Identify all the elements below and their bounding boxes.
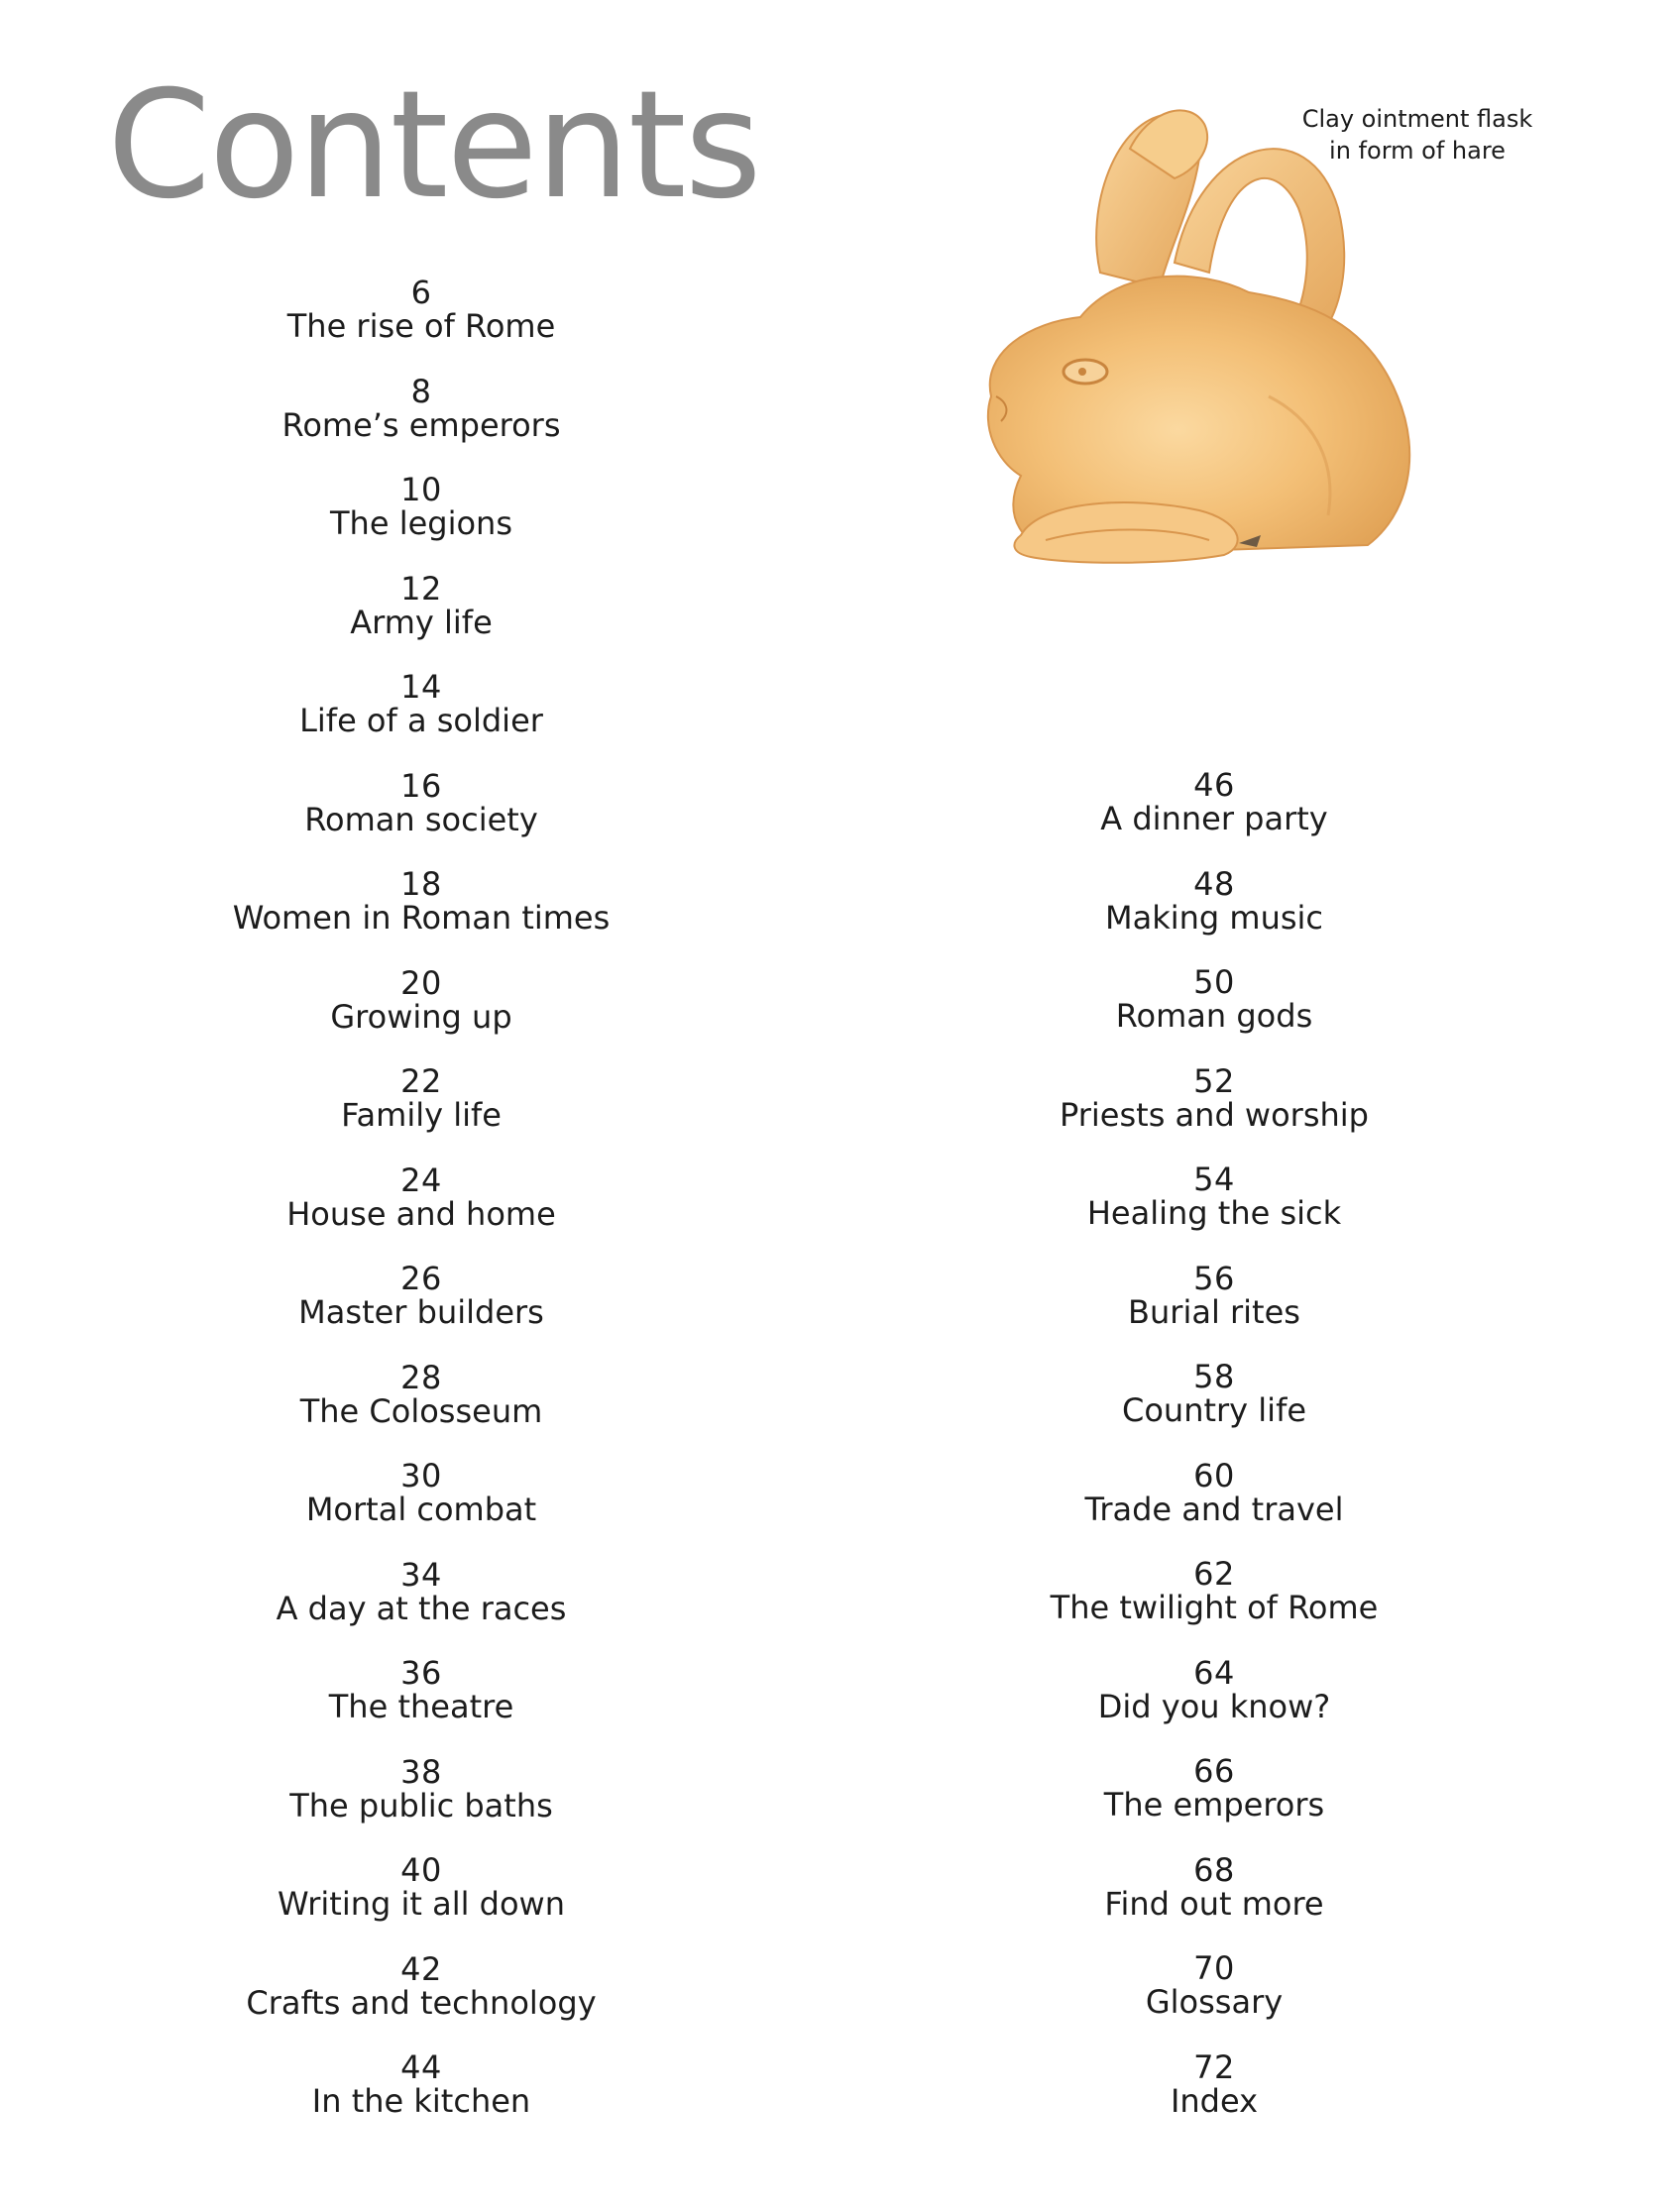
toc-entry: [922, 1653, 1507, 1755]
toc-entry: [922, 1360, 1507, 1459]
toc-entry: [129, 867, 714, 966]
toc-page-number: 38: [400, 1752, 442, 1791]
toc-chapter-title: A day at the races: [276, 1589, 567, 1627]
toc-entry: [129, 1555, 714, 1657]
toc-page-number: 22: [400, 1062, 442, 1100]
toc-entry: [129, 1163, 714, 1263]
toc-chapter-title: Family life: [341, 1096, 502, 1134]
toc-entry: [922, 1162, 1507, 1262]
toc-entry: [922, 864, 1507, 966]
toc-entry: [129, 1459, 714, 1558]
toc-entry: [129, 1853, 714, 1952]
toc-page-number: 62: [1193, 1555, 1235, 1593]
toc-entry: [129, 473, 714, 572]
image-caption: Clay ointment flask in form of hare: [1301, 105, 1533, 165]
toc-page-number: 52: [1193, 1061, 1235, 1100]
toc-page-number: 20: [400, 963, 442, 1002]
toc-page-number: 70: [1193, 1949, 1235, 1987]
toc-entry: [922, 1850, 1507, 1952]
toc-entry: [922, 1557, 1507, 1656]
toc-chapter-title: Army life: [350, 603, 493, 641]
toc-page-number: 44: [400, 2048, 442, 2086]
toc-entry: [922, 1259, 1507, 1361]
toc-chapter-title: Roman gods: [1115, 997, 1313, 1035]
toc-page-number: 54: [1193, 1161, 1235, 1198]
toc-column-left: [129, 276, 714, 2150]
toc-page-number: 56: [1193, 1259, 1235, 1297]
toc-chapter-title: The theatre: [328, 1688, 514, 1725]
toc-page-number: 66: [1193, 1752, 1235, 1790]
toc-chapter-title: The twilight of Rome: [1050, 1589, 1379, 1626]
toc-chapter-title: The rise of Rome: [286, 307, 556, 345]
toc-chapter-title: Making music: [1104, 898, 1323, 937]
toc-chapter-title: Rome’s emperors: [281, 405, 561, 444]
toc-entry: [129, 1656, 714, 1755]
toc-page-number: 18: [400, 865, 442, 903]
toc-page-number: 58: [1193, 1358, 1235, 1395]
toc-chapter-title: The public baths: [289, 1786, 553, 1825]
toc-entry: [129, 276, 714, 375]
toc-entry: [129, 766, 714, 868]
toc-chapter-title: Find out more: [1104, 1884, 1324, 1923]
toc-page-number: 68: [1193, 1850, 1235, 1889]
toc-chapter-title: Country life: [1121, 1391, 1307, 1429]
toc-chapter-title: Mortal combat: [305, 1491, 537, 1528]
toc-chapter-title: A dinner party: [1100, 800, 1328, 837]
hare-flask-image: [872, 99, 1507, 664]
toc-chapter-title: Writing it all down: [278, 1885, 565, 1923]
toc-chapter-title: The Colosseum: [299, 1391, 543, 1430]
toc-chapter-title: Index: [1170, 2081, 1259, 2120]
toc-page-number: 28: [400, 1358, 442, 1396]
page-title: Contents: [107, 59, 760, 232]
toc-chapter-title: Priests and worship: [1060, 1095, 1369, 1134]
toc-page-number: 42: [400, 1949, 442, 1988]
toc-chapter-title: The emperors: [1103, 1786, 1325, 1824]
toc-page-number: 48: [1193, 864, 1235, 903]
toc-entry: [129, 1358, 714, 1460]
toc-chapter-title: Master builders: [298, 1293, 544, 1331]
toc-chapter-title: Trade and travel: [1084, 1490, 1344, 1528]
toc-page-number: 50: [1193, 963, 1235, 1001]
toc-chapter-title: Glossary: [1145, 1983, 1284, 2021]
toc-page-number: 8: [410, 372, 432, 410]
toc-page-number: 34: [400, 1555, 442, 1594]
toc-entry: [922, 965, 1507, 1064]
toc-page-number: 26: [400, 1260, 442, 1297]
toc-entry: [922, 1456, 1507, 1558]
toc-entry: [922, 1061, 1507, 1163]
hare-flask-illustration: [872, 99, 1507, 664]
toc-chapter-title: House and home: [286, 1194, 556, 1233]
toc-entry: [129, 1752, 714, 1854]
toc-page-number: 14: [400, 668, 442, 706]
toc-page-number: 12: [400, 569, 442, 608]
toc-page-number: 40: [400, 1851, 442, 1889]
toc-chapter-title: Life of a soldier: [299, 702, 543, 739]
toc-entry: [129, 670, 714, 769]
toc-entry: [922, 1951, 1507, 2050]
toc-chapter-title: In the kitchen: [311, 2082, 531, 2120]
toc-column-right: [922, 768, 1507, 2149]
toc-page-number: 16: [400, 766, 442, 805]
toc-page-number: 72: [1193, 2047, 1235, 2086]
toc-page-number: 10: [400, 471, 442, 508]
toc-chapter-title: Did you know?: [1097, 1687, 1331, 1725]
toc-page-number: 64: [1193, 1653, 1235, 1692]
toc-entry: [922, 768, 1507, 867]
toc-chapter-title: Burial rites: [1128, 1292, 1300, 1331]
toc-entry: [129, 963, 714, 1065]
toc-page-number: 6: [410, 274, 432, 311]
toc-entry: [922, 2047, 1507, 2150]
toc-chapter-title: Healing the sick: [1086, 1194, 1342, 1232]
toc-chapter-title: Growing up: [330, 997, 512, 1036]
toc-page-number: 24: [400, 1161, 442, 1199]
toc-chapter-title: Women in Roman times: [232, 899, 611, 937]
toc-entry: [129, 372, 714, 474]
toc-page-number: 30: [400, 1457, 442, 1494]
toc-chapter-title: The legions: [330, 504, 512, 542]
toc-chapter-title: Crafts and technology: [246, 1983, 597, 2022]
toc-page-number: 46: [1193, 766, 1235, 804]
toc-entry: [129, 1949, 714, 2051]
toc-page-number: 60: [1193, 1456, 1235, 1494]
toc-entry: [129, 1064, 714, 1163]
toc-entry: [129, 569, 714, 671]
toc-entry: [129, 1262, 714, 1361]
toc-entry: [922, 1754, 1507, 1853]
toc-chapter-title: Roman society: [304, 800, 538, 838]
toc-entry: [129, 2050, 714, 2150]
toc-page-number: 36: [400, 1654, 442, 1692]
